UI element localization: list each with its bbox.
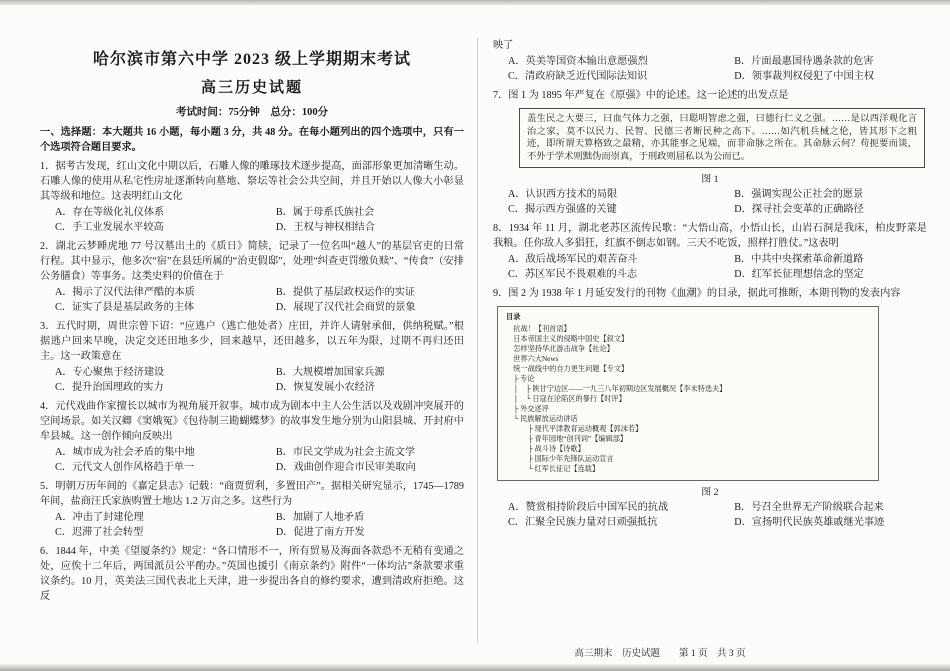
- figure-2-caption: 图 2: [701, 487, 719, 498]
- toc-line: 怎样坚持华北游击战争【社论】: [506, 345, 614, 353]
- answer-option: A．英美等国资本输出意愿强烈: [508, 56, 648, 67]
- answer-option: D．宣扬明代民族英雄戚继光事迹: [734, 517, 885, 528]
- question-6-stem: 6．1844 年，中美《望厦条约》规定：“各口情形不一，所有贸易及海面各款恐不无稍有变通之处，应俟十二年后，两国派员公平酌办。”英国也援引《南京条约》附件“一体均沾”条款要求重议条约。10 月，英美法三国代表北上天津，进一步提出各自的修约要求，遭到清政府拒绝。这反: [40, 546, 464, 602]
- answer-option: D．探寻社会变革的正确路径: [734, 204, 864, 215]
- answer-option: A．敌后战场军民的艰苦奋斗: [508, 254, 638, 265]
- question-3-stem: 3．五代时期，周世宗曾下诏：“应逃户（逃亡他处者）庄田，并许人请射承佃，供纳税赋。”根据逃户回来早晚，决定交还田地多少，回来越早，还田越多，以五年为限，过期不再归还田主。这一政策意在: [40, 321, 464, 362]
- answer-option: D．戏曲创作迎合市民审美取向: [275, 462, 416, 473]
- toc-line: 抗战！【刊首语】: [506, 325, 571, 333]
- figure-quote-text: 盖生民之大要三，曰血气体力之强，曰聪明智虑之强，曰德行仁义之强。……是以西洋观化言治之家，莫不以民力、民智、民德三者断民种之高下。……如汽机兵械之伦，皆其形下之粗迹，即所谓天算格致之最精，亦其能事之见端，而非命脉之所在。其命脉云何？苟扼要而谈，不外于学术则黜伪而崇真，于刑政则屈私以为公而已。: [527, 114, 917, 162]
- answer-option: C．揭示西方强盛的关键: [508, 204, 617, 215]
- column-divider: [477, 38, 478, 643]
- left-column: [40, 46, 464, 604]
- question-1-options: [40, 205, 464, 235]
- question-7-options: [493, 187, 927, 217]
- exam-info: 考试时间：75分钟 总分：100分: [175, 107, 329, 118]
- toc-line: └ 红军长征记【连载】: [506, 465, 600, 473]
- question-8-stem: 8．1934 年 11 月，湖北老苏区流传民歌：“大悟山高，小悟山长，山岩石洞是我床，柏皮野菜是我粮。任你敌人多猖狂，红旗不倒志如钢。三天不吃饭，照样打胜仗。”这表明: [493, 223, 927, 249]
- page-footer: 高三期末 历史试题 第 1 页 共 3 页: [574, 649, 746, 659]
- answer-option: C．证实了县是基层政务的主体: [55, 302, 195, 313]
- page-subtitle: 高三历史试题: [200, 80, 303, 96]
- question-4-options: [40, 445, 464, 475]
- toc-line: 日本帝国主义的侵略中国史【叙文】: [506, 335, 629, 343]
- scan-edge-bottom: [0, 664, 950, 671]
- answer-option: B．片面最惠国待遇条款的危害: [734, 56, 874, 67]
- section-header: 一、选择题：本大题共 16 小题，每小题 3 分，共 48 分。在每小题列出的四个选项中，只有一个选项符合题目要求。: [40, 127, 464, 153]
- answer-option: C．提升治国理政的实力: [55, 382, 164, 393]
- question-4-stem: 4．元代戏曲作家擅长以城市为视角展开叙事。城市成为剧本中主人公生活以及戏剧冲突展开的空间场景。如关汉卿《窦娥冤》《包待制三勘蝴蝶梦》的故事发生地分别为山阳县城、开封府中牟县城。这一创作倾向反映出: [40, 401, 464, 442]
- toc-line: ├ 专论: [506, 375, 535, 383]
- question-2-options: [40, 285, 464, 315]
- answer-option: B．号召全世界无产阶级联合起来: [734, 502, 884, 513]
- answer-option: C．迟滞了社会转型: [55, 527, 144, 538]
- answer-option: B．提供了基层政权运作的实证: [275, 287, 416, 298]
- toc-line: └ 民族解放运动讲话: [506, 415, 578, 423]
- answer-option: B．大规模增加国家兵源: [275, 367, 385, 378]
- answer-option: B．中共中央探索革命新道路: [734, 254, 864, 265]
- toc-title: 目录: [506, 313, 521, 321]
- question-9-options: [493, 500, 927, 530]
- toc-line: ├ 外交述评: [506, 405, 549, 413]
- right-column: [493, 38, 927, 530]
- left-question-blocks: [40, 159, 464, 604]
- toc-line: ├ 现代平津教育运动概观【郭沫若】: [506, 425, 643, 433]
- question-5-options: [40, 510, 464, 540]
- question-6-options: [493, 54, 927, 84]
- answer-option: A．专心聚焦于经济建设: [55, 367, 165, 378]
- answer-option: D．红军长征理想信念的坚定: [734, 269, 864, 280]
- question-3-options: [40, 365, 464, 395]
- answer-option: B．加剧了人地矛盾: [275, 512, 365, 523]
- question-1-stem: 1．据考古发现，红山文化中期以后，石雕人像的雕琢技术逐步提高，面部形象更加清晰生动。石雕人像的使用从私宅性房址逐渐转向墓地、祭坛等社会公共空间，并且开始以人像大小彰显其等级和地位。这表明红山文化: [40, 161, 464, 202]
- toc-line: │ ├ 陕甘宁边区——一九三八年初期边区发展概况【李末特选夫】: [506, 385, 727, 393]
- right-question-blocks: [493, 38, 927, 530]
- toc-line: 世界六大News: [506, 355, 559, 363]
- answer-option: D．促进了南方开发: [275, 527, 365, 538]
- answer-option: B．强调实现公正社会的愿景: [734, 189, 864, 200]
- answer-option: C．元代文人创作风格趋于单一: [55, 462, 195, 473]
- answer-option: A．城市成为社会矛盾的集中地: [55, 447, 195, 458]
- toc-line: ├ 战斗诗【诗歌】: [506, 445, 585, 453]
- answer-option: B．市民文学成为社会主流文学: [275, 447, 416, 458]
- figure-2-toc: [497, 306, 879, 481]
- answer-option: D．恢复发展小农经济: [275, 382, 375, 393]
- scan-edge-top: [0, 0, 950, 5]
- answer-option: A．认识西方技术的局限: [508, 189, 618, 200]
- answer-option: A．存在等级化礼仪体系: [55, 207, 165, 218]
- toc-line: │ └ 日寇在沦陷区的暴行【时评】: [506, 395, 626, 403]
- answer-option: D．展现了汉代社会商贸的景象: [275, 302, 416, 313]
- figure-1-caption: 图 1: [701, 174, 719, 185]
- question-5-stem: 5．明朝万历年间的《嘉定县志》记载：“商贾贸利，多置田产”。据相关研究显示，1745—1789 年间，盐商汪氏家族购置土地达 1.2 万亩之多。这些行为: [40, 481, 464, 507]
- answer-option: A．赞赏相持阶段后中国军民的抗战: [508, 502, 669, 513]
- question-6-continuation: 映了: [493, 40, 514, 51]
- answer-option: C．清政府缺乏近代国际法知识: [508, 71, 648, 82]
- question-2-stem: 2．湖北云梦睡虎地 77 号汉墓出土的《质日》简牍，记录了一位名叫“越人”的基层官吏的日常行程。其中显示，他多次“宿”在县廷所属的“治吏假邸”，处理“纠查吏罚缴负赎”、“传食”（安排公务膳食）等事务。这类史料的价值在于: [40, 241, 464, 282]
- question-7-stem: 7．图 1 为 1895 年严复在《原强》中的论述。这一论述的出发点是: [493, 90, 789, 101]
- answer-option: B．属于母系氏族社会: [275, 207, 375, 218]
- question-8-options: [493, 252, 927, 282]
- answer-option: A．冲击了封建伦理: [55, 512, 144, 523]
- figure-1-box: [519, 108, 925, 168]
- question-9-stem: 9．图 2 为 1938 年 1 月延安发行的刊物《血潮》的目录，据此可推断，本期刊物的发表内容: [493, 288, 901, 299]
- answer-option: C．汇聚全民族力量对日顽强抵抗: [508, 517, 658, 528]
- answer-option: C．苏区军民不畏艰难的斗志: [508, 269, 638, 280]
- answer-option: D．领事裁判权侵犯了中国主权: [734, 71, 875, 82]
- page-title: 哈尔滨市第六中学 2023 级上学期期末考试: [92, 51, 411, 68]
- toc-line: ├ 国际少年先锋队运动宣言: [506, 455, 614, 463]
- answer-option: A．揭示了汉代法律严酷的本质: [55, 287, 195, 298]
- toc-line: ├ 青年园地“创刊词”【编辑部】: [506, 435, 628, 443]
- answer-option: D．王权与神权相结合: [275, 222, 375, 233]
- toc-line: 统一战线中的自力更生问题【专文】: [506, 365, 629, 373]
- answer-option: C．手工业发展水平较高: [55, 222, 164, 233]
